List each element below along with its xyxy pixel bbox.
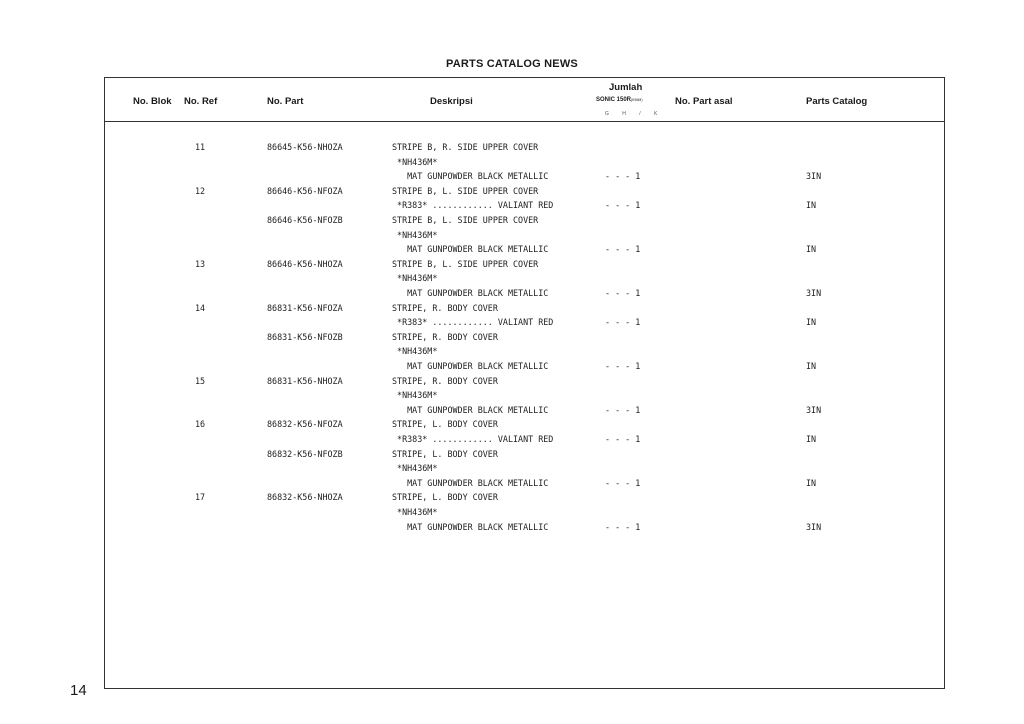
page-number: 14 bbox=[70, 682, 87, 699]
row-parts-catalog: 3IN bbox=[806, 404, 822, 415]
col-header-parts-catalog: Parts Catalog bbox=[806, 96, 868, 107]
row-parts-catalog: 3IN bbox=[806, 171, 822, 182]
row-ref: 14 bbox=[195, 302, 206, 313]
row-parts-catalog: IN bbox=[806, 434, 817, 444]
col-header-model bbox=[596, 97, 643, 103]
row-description: MAT GUNPOWDER BLACK METALLIC bbox=[392, 521, 549, 532]
row-parts-catalog: IN bbox=[806, 361, 817, 371]
row-quantity: - - - 1 bbox=[605, 171, 641, 182]
row-description: *NH436M* bbox=[392, 229, 438, 240]
row-description: MAT GUNPOWDER BLACK METALLIC bbox=[392, 244, 549, 255]
row-description: *NH436M* bbox=[392, 507, 438, 517]
header-divider bbox=[104, 121, 945, 122]
row-ref: 15 bbox=[195, 375, 206, 386]
row-ref: 17 bbox=[195, 492, 206, 503]
row-description: *R383* ............ VALIANT RED bbox=[392, 317, 554, 328]
row-description: STRIPE B, R. SIDE UPPER COVER bbox=[392, 142, 539, 152]
col-header-no-blok: No. Blok bbox=[133, 96, 172, 107]
row-description: *NH436M* bbox=[392, 273, 438, 284]
row-description: *R383* ............ VALIANT RED bbox=[392, 434, 554, 444]
row-description: STRIPE, R. BODY COVER bbox=[392, 302, 498, 313]
row-ref: 12 bbox=[195, 185, 206, 196]
row-parts-catalog: IN bbox=[806, 244, 817, 255]
row-part-number: 86831-K56-NFOZA bbox=[267, 302, 343, 313]
row-quantity: - - - 1 bbox=[605, 477, 641, 488]
row-part-number: 86832-K56-NFOZB bbox=[267, 448, 343, 459]
row-description: STRIPE B, L. SIDE UPPER COVER bbox=[392, 215, 539, 225]
row-quantity: - - - 1 bbox=[605, 200, 641, 211]
col-header-type-letters: G H / K bbox=[605, 111, 664, 117]
row-part-number: 86832-K56-NHOZA bbox=[267, 492, 343, 503]
row-description: STRIPE, R. BODY COVER bbox=[392, 331, 498, 342]
col-header-no-part-asal: No. Part asal bbox=[675, 96, 733, 107]
row-part-number: 86831-K56-NFOZB bbox=[267, 331, 343, 342]
row-part-number: 86646-K56-NFOZB bbox=[267, 215, 343, 225]
col-header-deskripsi: Deskripsi bbox=[430, 96, 473, 107]
row-description: MAT GUNPOWDER BLACK METALLIC bbox=[392, 477, 549, 488]
row-part-number: 86645-K56-NHOZA bbox=[267, 142, 343, 152]
catalog-table-frame bbox=[104, 77, 945, 689]
row-description: MAT GUNPOWDER BLACK METALLIC bbox=[392, 288, 549, 298]
row-part-number: 86831-K56-NHOZA bbox=[267, 375, 343, 386]
col-header-no-part: No. Part bbox=[267, 96, 304, 107]
row-description: *NH436M* bbox=[392, 463, 438, 474]
model-name: SONIC 150R bbox=[596, 97, 632, 103]
row-description: *NH436M* bbox=[392, 156, 438, 167]
row-description: STRIPE, L. BODY COVER bbox=[392, 419, 498, 430]
row-description: *R383* ............ VALIANT RED bbox=[392, 200, 554, 211]
row-description: STRIPE B, L. SIDE UPPER COVER bbox=[392, 258, 539, 269]
row-quantity: - - - 1 bbox=[605, 244, 641, 255]
row-quantity: - - - 1 bbox=[605, 404, 641, 415]
col-header-no-ref: No. Ref bbox=[184, 96, 218, 107]
row-description: STRIPE, R. BODY COVER bbox=[392, 375, 498, 386]
row-quantity: - - - 1 bbox=[605, 434, 641, 444]
row-description: MAT GUNPOWDER BLACK METALLIC bbox=[392, 404, 549, 415]
row-description: *NH436M* bbox=[392, 346, 438, 357]
row-quantity: - - - 1 bbox=[605, 317, 641, 328]
row-description: STRIPE, L. BODY COVER bbox=[392, 492, 498, 503]
row-parts-catalog: 3IN bbox=[806, 521, 822, 532]
row-description: *NH436M* bbox=[392, 390, 438, 401]
row-part-number: 86832-K56-NFOZA bbox=[267, 419, 343, 430]
row-description: STRIPE B, L. SIDE UPPER COVER bbox=[392, 185, 539, 196]
row-part-number: 86646-K56-NHOZA bbox=[267, 258, 343, 269]
row-description: MAT GUNPOWDER BLACK METALLIC bbox=[392, 361, 549, 371]
row-parts-catalog: IN bbox=[806, 200, 817, 211]
page-title: PARTS CATALOG NEWS bbox=[446, 58, 578, 70]
row-description: STRIPE, L. BODY COVER bbox=[392, 448, 498, 459]
row-description: MAT GUNPOWDER BLACK METALLIC bbox=[392, 171, 549, 182]
row-quantity: - - - 1 bbox=[605, 288, 641, 298]
row-quantity: - - - 1 bbox=[605, 361, 641, 371]
row-quantity: - - - 1 bbox=[605, 521, 641, 532]
row-parts-catalog: IN bbox=[806, 477, 817, 488]
col-header-jumlah: Jumlah bbox=[609, 82, 643, 93]
row-ref: 11 bbox=[195, 142, 206, 152]
row-parts-catalog: 3IN bbox=[806, 288, 822, 298]
row-ref: 16 bbox=[195, 419, 206, 430]
row-part-number: 86646-K56-NFOZA bbox=[267, 185, 343, 196]
row-ref: 13 bbox=[195, 258, 206, 269]
model-suffix: (K56M) bbox=[631, 98, 643, 102]
row-parts-catalog: IN bbox=[806, 317, 817, 328]
